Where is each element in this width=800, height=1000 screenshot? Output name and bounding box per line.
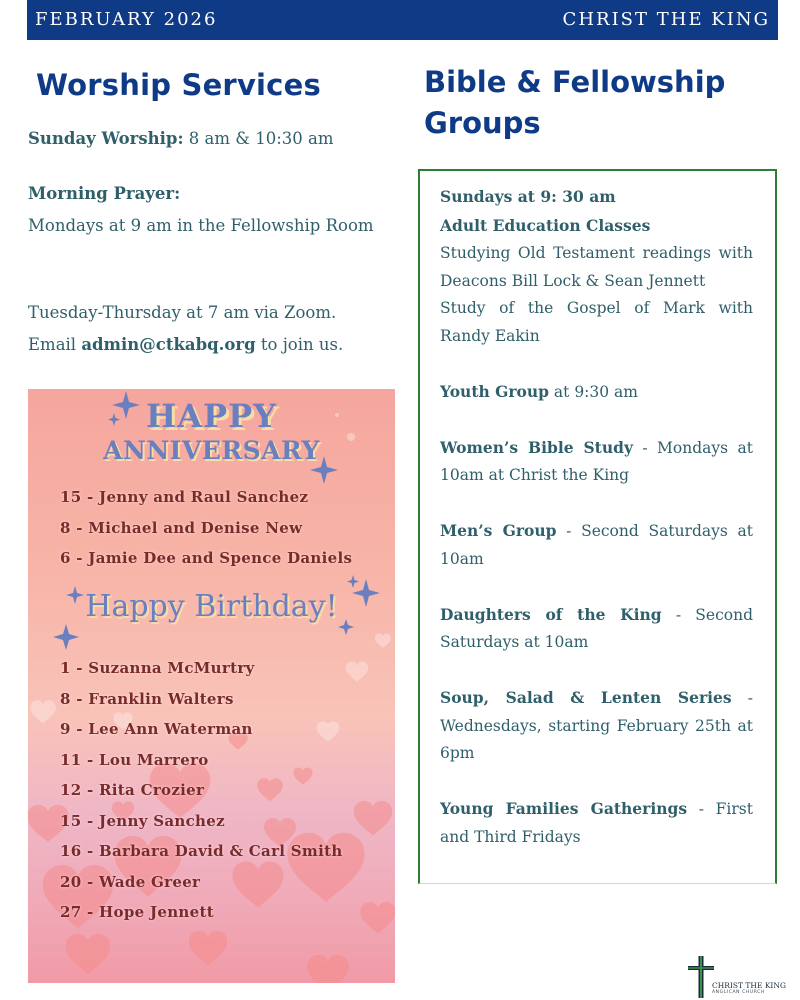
email-prefix: Email	[28, 335, 82, 354]
list-item: 15 - Jenny and Raul Sanchez	[60, 488, 309, 506]
header-church-name: CHRIST THE KING	[562, 8, 770, 30]
womens-bible-study	[440, 434, 753, 490]
morning-prayer-label: Morning Prayer:	[28, 184, 181, 203]
logo-name: CHRIST THE KING	[712, 981, 786, 990]
birthday-title: Happy Birthday!	[85, 589, 338, 624]
anniversary-list	[60, 482, 352, 574]
list-item: 6 - Jamie Dee and Spence Daniels	[60, 549, 353, 567]
church-logo	[686, 954, 786, 998]
sunday-worship	[28, 123, 394, 155]
adult-ed-title: Adult Education Classes	[440, 215, 651, 235]
daughters-of-the-king	[440, 601, 753, 657]
mens-group-title: Men’s Group	[440, 521, 557, 540]
adult-ed-gospel-mark: Study of the Gospel of Mark with Randy Eakin	[440, 299, 753, 345]
soup-salad-lenten	[440, 684, 753, 768]
sunday-time: Sundays at 9: 30 am	[440, 187, 616, 206]
womens-bible-study-title: Women’s Bible Study	[440, 437, 633, 457]
youth-group	[440, 378, 753, 407]
mens-group-text: - Second Saturdays at 10am	[440, 522, 754, 568]
youth-group-text: at 9:30 am	[549, 382, 638, 401]
womens-bible-study-text: - Mondays at 10am at Christ the King	[440, 438, 753, 484]
logo-subtitle: ANGLICAN CHURCH	[712, 990, 766, 995]
header-bar	[27, 0, 778, 40]
groups-box	[418, 169, 777, 884]
zoom-text: Tuesday-Thursday at 7 am via Zoom.	[28, 303, 337, 322]
morning-prayer-text: Mondays at 9 am in the Fellowship Room	[28, 216, 374, 235]
list-item: 16 - Barbara David & Carl Smith	[60, 842, 343, 860]
soup-salad-title: Soup, Salad & Lenten Series	[440, 688, 732, 707]
list-item: 8 - Michael and Denise New	[60, 518, 303, 537]
young-families	[440, 795, 753, 851]
list-item: 12 - Rita Crozier	[60, 781, 205, 799]
list-item: 9 - Lee Ann Waterman	[60, 720, 253, 738]
mens-group	[440, 517, 753, 573]
happy-title: HAPPY	[145, 397, 278, 435]
email-line	[28, 329, 394, 361]
list-item: 27 - Hope Jennett	[60, 903, 214, 921]
soup-salad-text: - Wednesdays, starting February 25th at 6pm	[440, 689, 753, 762]
sunday-worship-times: 8 am & 10:30 am	[183, 129, 334, 148]
list-item: 20 - Wade Greer	[60, 872, 201, 891]
list-item: 15 - Jenny Sanchez	[60, 811, 225, 830]
celebrations-card	[28, 389, 395, 983]
header-month: FEBRUARY 2026	[35, 8, 218, 30]
morning-prayer	[28, 178, 394, 242]
youth-group-title: Youth Group	[440, 381, 549, 401]
email-link[interactable]: admin@ctkabq.org	[81, 335, 256, 354]
young-families-text: - First and Third Fridays	[440, 800, 753, 846]
worship-services-heading: Worship Services	[36, 68, 321, 102]
adult-ed-old-testament: Studying Old Testament readings with Deacons Bill Lock & Sean Jennett	[440, 244, 753, 290]
list-item: 8 - Franklin Walters	[60, 689, 234, 708]
daughters-text: - Second Saturdays at 10am	[440, 605, 753, 651]
email-suffix: to join us.	[255, 335, 344, 354]
birthday-list	[60, 653, 343, 928]
young-families-title: Young Families Gatherings	[440, 799, 688, 818]
zoom-info	[28, 297, 394, 361]
anniversary-title: ANNIVERSARY	[103, 436, 320, 465]
list-item: 1 - Suzanna McMurtry	[60, 659, 255, 677]
daughters-title: Daughters of the King	[440, 604, 662, 624]
bible-fellowship-heading: Bible & Fellowship Groups	[424, 65, 726, 140]
list-item: 11 - Lou Marrero	[60, 750, 209, 769]
sunday-worship-label: Sunday Worship:	[28, 129, 184, 148]
